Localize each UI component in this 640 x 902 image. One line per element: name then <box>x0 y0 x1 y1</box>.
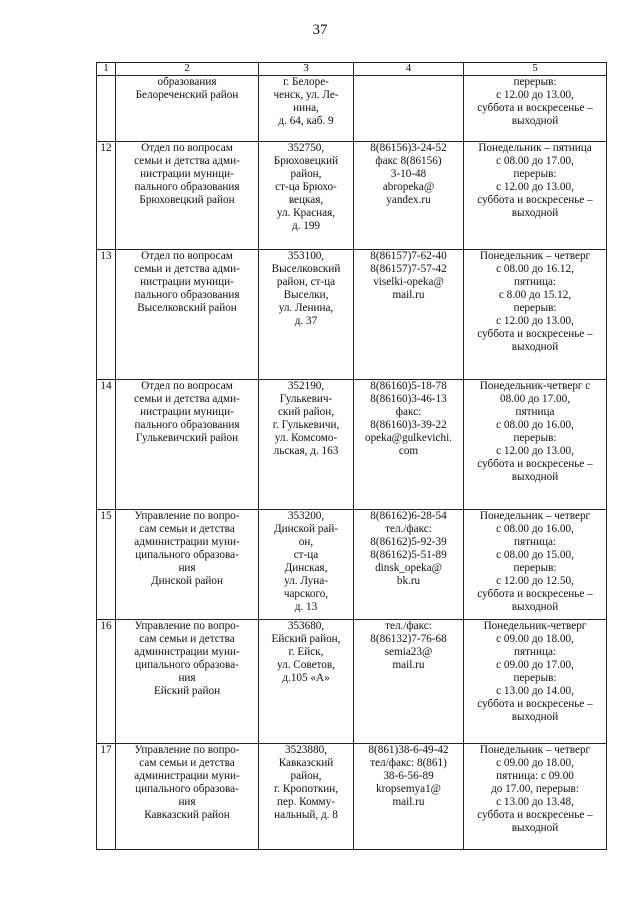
cell-line: mail.ru <box>392 659 425 671</box>
cell-line: Брюховецкий <box>273 155 339 167</box>
cell-line: 353680, <box>287 620 325 632</box>
address-cell <box>259 76 354 142</box>
cell-line: выходной <box>511 115 559 127</box>
cell-line: выходной <box>511 341 559 353</box>
column-header: 3 <box>259 63 354 76</box>
cell-line: суббота и воскресенье – <box>477 698 593 710</box>
cell-line: ст-ца <box>293 549 319 561</box>
cell-line: Динской район <box>151 575 223 587</box>
cell-line: viselki-opeka@ <box>373 276 444 288</box>
cell-line: выходной <box>511 471 559 483</box>
org-name-cell <box>116 250 259 380</box>
row-number: 16 <box>97 620 116 744</box>
row-number: 14 <box>97 380 116 510</box>
cell-line: 8(86162)5-92-39 <box>370 536 447 548</box>
cell-line: Выселковский <box>271 263 341 275</box>
cell-line: 352190, <box>287 380 325 392</box>
cell-line: пятница: <box>513 536 557 548</box>
hours-cell <box>464 76 607 142</box>
contacts-cell <box>354 380 464 510</box>
cell-line: 8(86160)3-39-22 <box>370 419 447 431</box>
cell-line: mail.ru <box>392 796 425 808</box>
hours-cell <box>464 744 607 850</box>
row-number: 15 <box>97 510 116 620</box>
cell-line: ципального образова- <box>135 659 239 671</box>
cell-line: 38-6-56-89 <box>383 770 434 782</box>
table-row <box>97 380 607 510</box>
cell-line: нальный, д. 8 <box>274 809 338 821</box>
cell-line: ул. Комсомо- <box>274 432 338 444</box>
cell-line: г. Ейск, <box>288 646 324 658</box>
contacts-cell <box>354 510 464 620</box>
cell-line: сам семьи и детства <box>139 757 235 769</box>
cell-line: Выселки, <box>283 289 329 301</box>
cell-line: 8(861)38-6-49-42 <box>368 744 449 756</box>
cell-line: сам семьи и детства <box>139 633 235 645</box>
cell-line: mail.ru <box>392 289 425 301</box>
hours-cell <box>464 620 607 744</box>
cell-line: нистрации муници- <box>140 276 234 288</box>
cell-line: администрации муни- <box>134 646 240 658</box>
cell-line: opeka@gulkevichi. <box>364 432 453 444</box>
cell-line: пятница: с 09.00 <box>496 770 574 782</box>
hours-cell <box>464 380 607 510</box>
cell-line: с 12.00 до 13.00, <box>496 181 574 193</box>
cell-line: bk.ru <box>396 575 421 587</box>
cell-line: ния <box>178 796 196 808</box>
cell-line: 8(86156)3-24-52 <box>370 142 447 154</box>
address-cell <box>259 510 354 620</box>
cell-line: с 08.00 до 16.12, <box>496 263 574 275</box>
cell-line: до 17.00, перерыв: <box>491 783 579 795</box>
cell-line: суббота и воскресенье – <box>477 588 593 600</box>
cell-line: Понедельник-четверг с <box>479 380 591 392</box>
cell-line: с 8.00 до 15.12, <box>498 289 572 301</box>
org-name-cell <box>116 380 259 510</box>
contacts-table <box>96 62 607 850</box>
row-number: 17 <box>97 744 116 850</box>
address-cell <box>259 620 354 744</box>
cell-line: Управление по вопро- <box>134 620 240 632</box>
cell-line: д. 37 <box>294 315 318 327</box>
cell-line: Понедельник-четверг <box>483 620 587 632</box>
cell-line: выходной <box>511 711 559 723</box>
cell-line: с 12.00 до 13.00, <box>496 315 574 327</box>
cell-line: район, <box>290 770 322 782</box>
cell-line: нистрации муници- <box>140 406 234 418</box>
cell-line: семьи и детства адми- <box>134 263 240 275</box>
cell-line: yandex.ru <box>386 194 431 206</box>
contacts-cell <box>354 620 464 744</box>
org-name-cell <box>116 76 259 142</box>
cell-line: Кавказский район <box>144 809 230 821</box>
cell-line: суббота и воскресенье – <box>477 458 593 470</box>
cell-line: г. Белоре- <box>283 76 329 88</box>
cell-line: перерыв: <box>513 302 557 314</box>
cell-line: с 09.00 до 17.00, <box>496 659 574 671</box>
cell-line: ния <box>178 672 196 684</box>
address-cell <box>259 380 354 510</box>
cell-line: с 08.00 до 16.00, <box>496 523 574 535</box>
cell-line: Понедельник – четверг <box>479 250 591 262</box>
cell-line: он, <box>298 536 314 548</box>
cell-line: пятница: <box>513 276 557 288</box>
cell-line: льская, д. 163 <box>273 445 339 457</box>
cell-line: semia23@ <box>384 646 433 658</box>
org-name-cell <box>116 510 259 620</box>
hours-cell <box>464 250 607 380</box>
cell-line: ул. Советов, <box>277 659 335 671</box>
cell-line: ул. Красная, <box>276 207 336 219</box>
cell-line: Ейский район <box>153 685 221 697</box>
cell-line: abropeka@ <box>382 181 435 193</box>
cell-line: 8(86162)6-28-54 <box>370 510 447 522</box>
cell-line: г. Гулькевичи, <box>272 419 340 431</box>
cell-line: ст-ца Брюхо- <box>275 181 337 193</box>
org-name-cell <box>116 620 259 744</box>
cell-line: 8(86162)5-51-89 <box>370 549 447 561</box>
cell-line: Управление по вопро- <box>134 510 240 522</box>
contacts-cell <box>354 744 464 850</box>
cell-line: с 09.00 до 18.00, <box>496 633 574 645</box>
cell-line: район, ст-ца <box>276 276 336 288</box>
cell-line: Динской рай- <box>273 523 339 535</box>
cell-line: с 09.00 до 18.00, <box>496 757 574 769</box>
cell-line: ский район, <box>277 406 335 418</box>
cell-line: выходной <box>511 822 559 834</box>
cell-line: пального образования <box>134 181 240 193</box>
cell-line: 352750, <box>287 142 325 154</box>
contacts-cell <box>354 76 464 142</box>
row-number: 12 <box>97 142 116 250</box>
cell-line: Понедельник – четверг <box>479 510 591 522</box>
cell-line: 3-10-48 <box>390 168 427 180</box>
cell-line: 353100, <box>287 250 325 262</box>
cell-line: суббота и воскресенье – <box>477 102 593 114</box>
cell-line: с 12.00 до 13.00, <box>496 89 574 101</box>
hours-cell <box>464 510 607 620</box>
column-header: 4 <box>354 63 464 76</box>
cell-line: факс: <box>395 406 422 418</box>
cell-line: пер. Комму- <box>277 796 335 808</box>
cell-line: с 13.00 до 13.48, <box>496 796 574 808</box>
cell-line: Гулькевич- <box>279 393 333 405</box>
cell-line: тел./факс: <box>385 523 432 535</box>
cell-line: суббота и воскресенье – <box>477 809 593 821</box>
table-row <box>97 76 607 142</box>
table-row <box>97 250 607 380</box>
cell-line: 353200, <box>287 510 325 522</box>
cell-line: перерыв: <box>513 672 557 684</box>
cell-line: Управление по вопро- <box>134 744 240 756</box>
cell-line: ципального образова- <box>135 783 239 795</box>
cell-line: Понедельник – четверг <box>479 744 591 756</box>
cell-line: выходной <box>511 601 559 613</box>
cell-line: Отдел по вопросам <box>141 142 233 154</box>
page-number: 37 <box>312 22 328 38</box>
cell-line: Белореченский район <box>135 89 239 101</box>
cell-line: с 12.00 до 13.00, <box>496 445 574 457</box>
org-name-cell <box>116 142 259 250</box>
cell-line: с 08.00 до 16.00, <box>496 419 574 431</box>
org-name-cell <box>116 744 259 850</box>
cell-line: тел/факс: 8(861) <box>370 757 447 769</box>
cell-line: сам семьи и детства <box>139 523 235 535</box>
cell-line: 3523880, <box>285 744 327 756</box>
contacts-cell <box>354 142 464 250</box>
row-number <box>97 76 116 142</box>
cell-line: 8(86157)7-57-42 <box>370 263 447 275</box>
cell-line: перерыв: <box>513 562 557 574</box>
cell-line: ул. Луна- <box>284 575 328 587</box>
cell-line: суббота и воскресенье – <box>477 194 593 206</box>
hours-cell <box>464 142 607 250</box>
address-cell <box>259 744 354 850</box>
cell-line: Выселковский район <box>137 302 237 314</box>
cell-line: 8(86160)3-46-13 <box>370 393 447 405</box>
address-cell <box>259 250 354 380</box>
cell-line: суббота и воскресенье – <box>477 328 593 340</box>
cell-line: чарского, <box>283 588 329 600</box>
cell-line: ципального образова- <box>135 549 239 561</box>
cell-line: ул. Ленина, <box>278 302 334 314</box>
cell-line: пального образования <box>134 419 240 431</box>
cell-line: район, <box>290 168 322 180</box>
table-row <box>97 510 607 620</box>
contacts-cell <box>354 250 464 380</box>
cell-line: перерыв: <box>513 432 557 444</box>
cell-line: 8(86157)7-62-40 <box>370 250 447 262</box>
cell-line: пятница <box>515 406 555 418</box>
table-row <box>97 142 607 250</box>
cell-line: д. 13 <box>294 601 318 613</box>
cell-line: с 12.00 до 12.50, <box>496 575 574 587</box>
cell-line: с 08.00 до 17.00, <box>496 155 574 167</box>
cell-line: д. 64, каб. 9 <box>278 115 334 127</box>
cell-line: выходной <box>511 207 559 219</box>
cell-line: г. Кропоткин, <box>273 783 339 795</box>
cell-line: семьи и детства адми- <box>134 155 240 167</box>
cell-line: 8(86160)5-18-78 <box>370 380 447 392</box>
cell-line: пятница: <box>513 646 557 658</box>
cell-line: Динская, <box>284 562 328 574</box>
cell-line: dinsk_opeka@ <box>375 562 442 574</box>
cell-line: 08.00 до 17.00, <box>499 393 571 405</box>
cell-line: семьи и детства адми- <box>134 393 240 405</box>
column-header: 1 <box>97 63 116 76</box>
cell-line: com <box>398 445 419 457</box>
cell-line: перерыв: <box>513 76 557 88</box>
cell-line: Отдел по вопросам <box>141 380 233 392</box>
cell-line: образования <box>157 76 217 88</box>
cell-line: ния <box>178 562 196 574</box>
table-row <box>97 744 607 850</box>
cell-line: д.105 «А» <box>282 672 330 684</box>
row-number: 13 <box>97 250 116 380</box>
cell-line: Понедельник – пятница <box>478 142 592 154</box>
cell-line: д. 199 <box>291 220 321 232</box>
cell-line: ченск, ул. Ле- <box>273 89 339 101</box>
column-header: 5 <box>464 63 607 76</box>
cell-line: Брюховецкий район <box>139 194 235 206</box>
cell-line: с 13.00 до 14.00, <box>496 685 574 697</box>
cell-line: Ейский район, <box>271 633 341 645</box>
cell-line: нистрации муници- <box>140 168 234 180</box>
cell-line: факс 8(86156) <box>375 155 442 167</box>
cell-line: Гулькевичский район <box>135 432 239 444</box>
address-cell <box>259 142 354 250</box>
table-row <box>97 620 607 744</box>
cell-line: нина, <box>293 102 319 114</box>
cell-line: тел./факс: <box>385 620 432 632</box>
cell-line: Отдел по вопросам <box>141 250 233 262</box>
cell-line: Кавказский <box>278 757 334 769</box>
cell-line: администрации муни- <box>134 536 240 548</box>
cell-line: вецкая, <box>288 194 324 206</box>
cell-line: пального образования <box>134 289 240 301</box>
cell-line: с 08.00 до 15.00, <box>496 549 574 561</box>
cell-line: 8(86132)7-76-68 <box>370 633 447 645</box>
column-header: 2 <box>116 63 259 76</box>
cell-line: kropsemya1@ <box>376 783 441 795</box>
cell-line: администрации муни- <box>134 770 240 782</box>
table-header-row <box>97 63 607 76</box>
cell-line: перерыв: <box>513 168 557 180</box>
